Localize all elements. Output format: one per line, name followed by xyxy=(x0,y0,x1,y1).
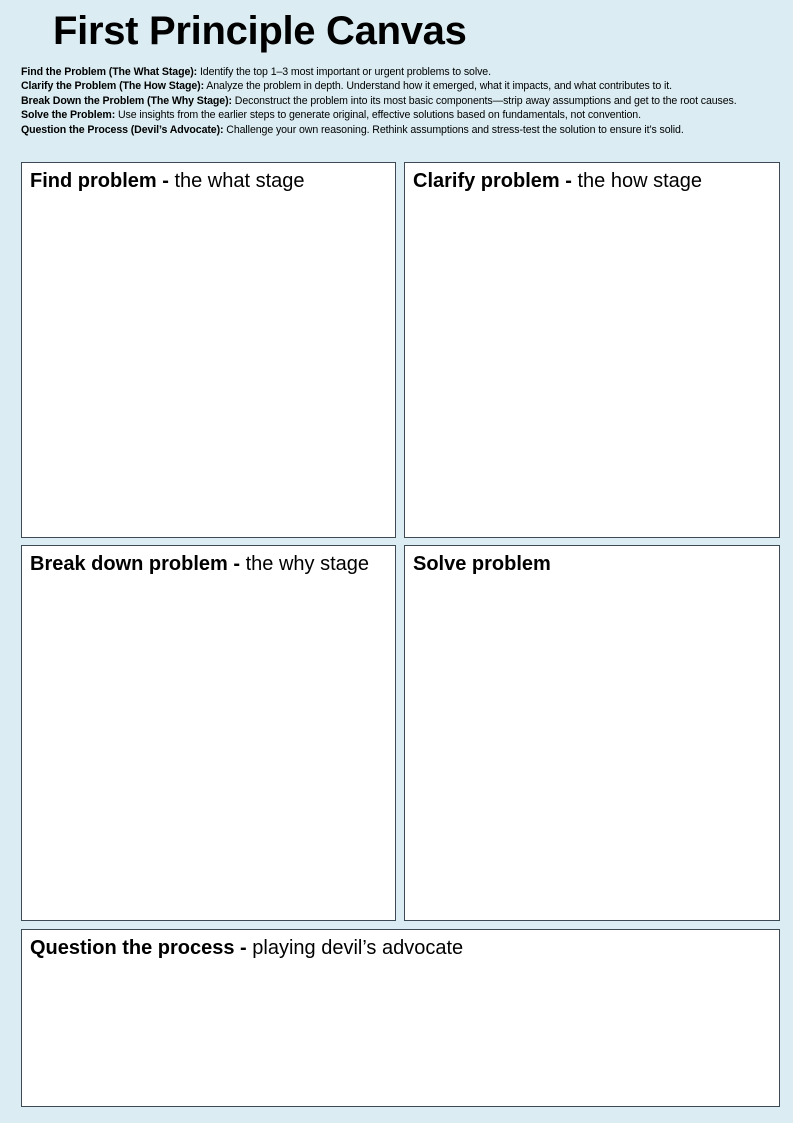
instructions xyxy=(21,65,776,137)
box-title-subtitle: the how stage xyxy=(577,170,703,192)
box-title-subtitle: the what stage xyxy=(174,170,305,192)
instruction-label: Question the Process (Devil’s Advocate): xyxy=(21,123,224,136)
instruction-label: Solve the Problem: xyxy=(21,109,116,122)
find-problem-box[interactable] xyxy=(21,162,396,538)
instruction-find xyxy=(21,65,776,79)
clarify-problem-box[interactable] xyxy=(404,162,780,538)
question-process-box[interactable] xyxy=(21,929,780,1107)
question-process-heading xyxy=(30,935,463,961)
instruction-label: Find the Problem (The What Stage): xyxy=(21,66,198,78)
page-title: First Principle Canvas xyxy=(53,9,467,53)
break-down-problem-box[interactable] xyxy=(21,545,396,921)
instruction-text: Analyze the problem in depth. Understand how it emerged, what it impacts, and what contributes to it. xyxy=(206,80,672,93)
instruction-solve xyxy=(21,108,776,122)
instruction-label: Break Down the Problem (The Why Stage): xyxy=(21,94,232,107)
box-title-bold: Find problem - xyxy=(30,170,175,192)
box-title-bold: Solve problem xyxy=(413,553,551,575)
instruction-text: Use insights from the earlier steps to generate original, effective solutions based on fundamentals, not convention. xyxy=(118,109,641,122)
instruction-text: Challenge your own reasoning. Rethink assumptions and stress-test the solution to ensure it’s solid. xyxy=(226,123,684,136)
solve-problem-heading xyxy=(413,551,551,577)
instruction-text: Deconstruct the problem into its most basic components—strip away assumptions and get to the root causes. xyxy=(234,94,737,107)
box-title-subtitle: playing devil’s advocate xyxy=(252,937,464,959)
box-title-bold: Break down problem - xyxy=(30,553,246,575)
instruction-clarify xyxy=(21,79,776,93)
box-title-subtitle: the why stage xyxy=(245,553,370,575)
instruction-label: Clarify the Problem (The How Stage): xyxy=(21,80,204,93)
box-title-bold: Clarify problem - xyxy=(413,170,578,192)
find-problem-heading xyxy=(30,168,305,194)
clarify-problem-heading xyxy=(413,168,702,194)
instruction-text: Identify the top 1–3 most important or urgent problems to solve. xyxy=(199,66,491,78)
box-title-bold: Question the process - xyxy=(30,937,253,959)
instruction-break-down xyxy=(21,94,776,108)
solve-problem-box[interactable] xyxy=(404,545,780,921)
instruction-question xyxy=(21,123,776,137)
break-down-problem-heading xyxy=(30,551,369,577)
